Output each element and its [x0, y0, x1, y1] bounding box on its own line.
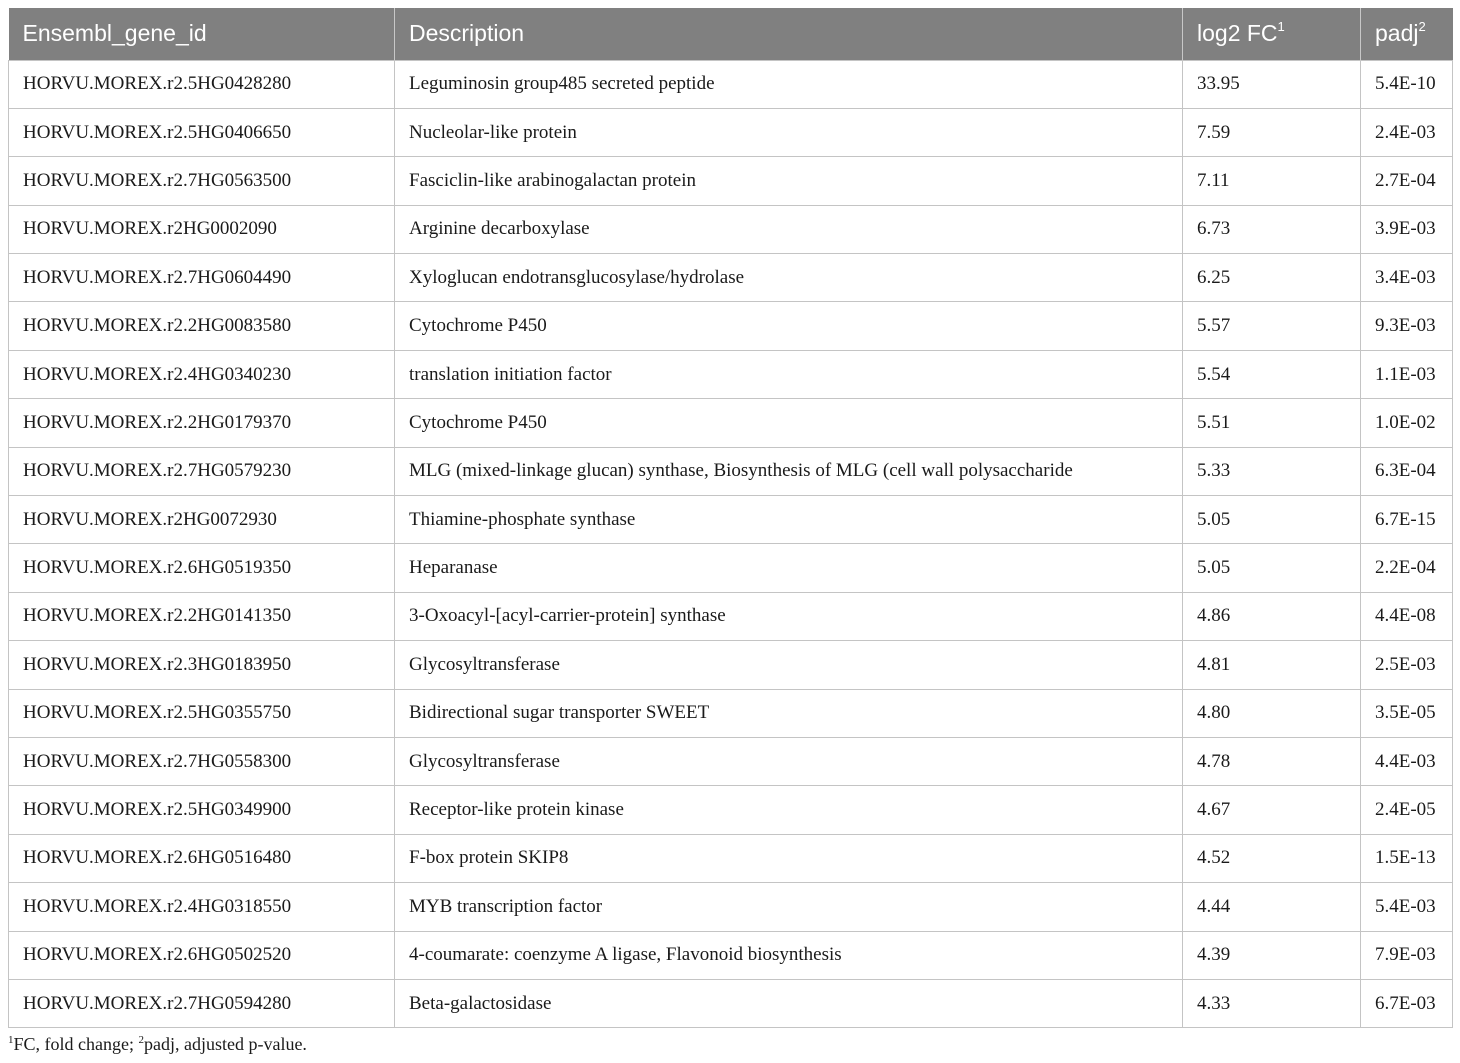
cell-description: Beta-galactosidase	[395, 979, 1183, 1027]
cell-log2fc: 5.51	[1183, 399, 1361, 447]
footnote-text-1: FC, fold change;	[13, 1034, 139, 1054]
table-row	[9, 834, 1453, 882]
cell-log2fc: 5.33	[1183, 447, 1361, 495]
cell-log2fc: 6.73	[1183, 205, 1361, 253]
cell-padj: 6.7E-03	[1361, 979, 1453, 1027]
cell-description: 4-coumarate: coenzyme A ligase, Flavonoid biosynthesis	[395, 931, 1183, 979]
cell-description: MYB transcription factor	[395, 883, 1183, 931]
cell-gene-id: HORVU.MOREX.r2HG0072930	[9, 496, 395, 544]
cell-log2fc: 6.25	[1183, 254, 1361, 302]
cell-padj: 7.9E-03	[1361, 931, 1453, 979]
cell-description: Receptor-like protein kinase	[395, 786, 1183, 834]
cell-padj: 1.0E-02	[1361, 399, 1453, 447]
cell-log2fc: 7.59	[1183, 108, 1361, 156]
cell-gene-id: HORVU.MOREX.r2.2HG0179370	[9, 399, 395, 447]
cell-log2fc: 5.57	[1183, 302, 1361, 350]
table-row	[9, 447, 1453, 495]
cell-gene-id: HORVU.MOREX.r2.3HG0183950	[9, 641, 395, 689]
footnote-mark-1: 1	[8, 1034, 14, 1046]
table-row	[9, 205, 1453, 253]
cell-description: Cytochrome P450	[395, 399, 1183, 447]
table-row	[9, 786, 1453, 834]
cell-log2fc: 4.81	[1183, 641, 1361, 689]
cell-padj: 6.7E-15	[1361, 496, 1453, 544]
cell-log2fc: 4.44	[1183, 883, 1361, 931]
table-header	[9, 8, 1453, 60]
table-row	[9, 157, 1453, 205]
cell-gene-id: HORVU.MOREX.r2HG0002090	[9, 205, 395, 253]
table-body	[9, 60, 1453, 1028]
table-row	[9, 496, 1453, 544]
table-footnote	[8, 1034, 307, 1055]
header-description-label: Description	[409, 20, 525, 47]
cell-log2fc: 4.33	[1183, 979, 1361, 1027]
cell-padj: 4.4E-08	[1361, 592, 1453, 640]
table-row	[9, 544, 1453, 592]
cell-gene-id: HORVU.MOREX.r2.5HG0406650	[9, 108, 395, 156]
cell-description: Thiamine-phosphate synthase	[395, 496, 1183, 544]
table-row	[9, 641, 1453, 689]
table-row	[9, 737, 1453, 785]
table-row	[9, 254, 1453, 302]
cell-padj: 3.4E-03	[1361, 254, 1453, 302]
cell-log2fc: 4.52	[1183, 834, 1361, 882]
cell-description: F-box protein SKIP8	[395, 834, 1183, 882]
footnote-text-2: padj, adjusted p-value.	[143, 1034, 307, 1054]
cell-gene-id: HORVU.MOREX.r2.6HG0502520	[9, 931, 395, 979]
cell-log2fc: 4.80	[1183, 689, 1361, 737]
table-row	[9, 592, 1453, 640]
cell-gene-id: HORVU.MOREX.r2.5HG0428280	[9, 60, 395, 108]
cell-padj: 2.4E-05	[1361, 786, 1453, 834]
cell-gene-id: HORVU.MOREX.r2.6HG0516480	[9, 834, 395, 882]
cell-gene-id: HORVU.MOREX.r2.2HG0083580	[9, 302, 395, 350]
cell-description: Leguminosin group485 secreted peptide	[395, 60, 1183, 108]
cell-log2fc: 5.05	[1183, 544, 1361, 592]
cell-padj: 9.3E-03	[1361, 302, 1453, 350]
cell-gene-id: HORVU.MOREX.r2.7HG0579230	[9, 447, 395, 495]
cell-padj: 1.5E-13	[1361, 834, 1453, 882]
cell-padj: 2.7E-04	[1361, 157, 1453, 205]
cell-padj: 4.4E-03	[1361, 737, 1453, 785]
cell-description: Heparanase	[395, 544, 1183, 592]
cell-log2fc: 4.39	[1183, 931, 1361, 979]
cell-description: Arginine decarboxylase	[395, 205, 1183, 253]
cell-padj: 3.5E-05	[1361, 689, 1453, 737]
header-gene-id	[9, 8, 395, 60]
table-row	[9, 883, 1453, 931]
footnote-mark-2: 2	[138, 1034, 144, 1046]
cell-padj: 6.3E-04	[1361, 447, 1453, 495]
cell-gene-id: HORVU.MOREX.r2.7HG0604490	[9, 254, 395, 302]
table-row	[9, 60, 1453, 108]
cell-gene-id: HORVU.MOREX.r2.7HG0558300	[9, 737, 395, 785]
header-description	[395, 8, 1183, 60]
cell-padj: 3.9E-03	[1361, 205, 1453, 253]
cell-gene-id: HORVU.MOREX.r2.7HG0563500	[9, 157, 395, 205]
gene-table	[8, 8, 1453, 1028]
table-row	[9, 931, 1453, 979]
header-padj	[1361, 8, 1453, 60]
cell-gene-id: HORVU.MOREX.r2.4HG0340230	[9, 350, 395, 398]
cell-log2fc: 7.11	[1183, 157, 1361, 205]
gene-table-container	[8, 8, 1452, 1028]
cell-description: Nucleolar-like protein	[395, 108, 1183, 156]
cell-padj: 5.4E-03	[1361, 883, 1453, 931]
header-log2fc-label: log2 FC	[1197, 20, 1278, 47]
cell-gene-id: HORVU.MOREX.r2.4HG0318550	[9, 883, 395, 931]
table-row	[9, 399, 1453, 447]
header-padj-footnote-mark: 2	[1418, 18, 1426, 34]
header-log2fc	[1183, 8, 1361, 60]
cell-description: Fasciclin-like arabinogalactan protein	[395, 157, 1183, 205]
cell-description: Cytochrome P450	[395, 302, 1183, 350]
cell-padj: 2.5E-03	[1361, 641, 1453, 689]
cell-log2fc: 4.86	[1183, 592, 1361, 640]
cell-description: MLG (mixed-linkage glucan) synthase, Biosynthesis of MLG (cell wall polysaccharide	[395, 447, 1183, 495]
cell-description: Xyloglucan endotransglucosylase/hydrolase	[395, 254, 1183, 302]
cell-log2fc: 33.95	[1183, 60, 1361, 108]
cell-padj: 5.4E-10	[1361, 60, 1453, 108]
cell-padj: 1.1E-03	[1361, 350, 1453, 398]
cell-log2fc: 5.05	[1183, 496, 1361, 544]
cell-log2fc: 4.78	[1183, 737, 1361, 785]
header-row	[9, 8, 1453, 60]
cell-log2fc: 4.67	[1183, 786, 1361, 834]
cell-gene-id: HORVU.MOREX.r2.5HG0355750	[9, 689, 395, 737]
table-row	[9, 108, 1453, 156]
cell-gene-id: HORVU.MOREX.r2.2HG0141350	[9, 592, 395, 640]
cell-log2fc: 5.54	[1183, 350, 1361, 398]
cell-description: Glycosyltransferase	[395, 737, 1183, 785]
table-row	[9, 350, 1453, 398]
cell-padj: 2.4E-03	[1361, 108, 1453, 156]
cell-gene-id: HORVU.MOREX.r2.6HG0519350	[9, 544, 395, 592]
table-row	[9, 302, 1453, 350]
cell-padj: 2.2E-04	[1361, 544, 1453, 592]
cell-description: Bidirectional sugar transporter SWEET	[395, 689, 1183, 737]
table-row	[9, 689, 1453, 737]
header-padj-label: padj	[1375, 20, 1419, 47]
cell-description: translation initiation factor	[395, 350, 1183, 398]
cell-gene-id: HORVU.MOREX.r2.5HG0349900	[9, 786, 395, 834]
header-log2fc-footnote-mark: 1	[1277, 18, 1285, 34]
cell-gene-id: HORVU.MOREX.r2.7HG0594280	[9, 979, 395, 1027]
header-gene-id-label: Ensembl_gene_id	[22, 20, 207, 47]
cell-description: Glycosyltransferase	[395, 641, 1183, 689]
table-row	[9, 979, 1453, 1027]
cell-description: 3-Oxoacyl-[acyl-carrier-protein] synthase	[395, 592, 1183, 640]
